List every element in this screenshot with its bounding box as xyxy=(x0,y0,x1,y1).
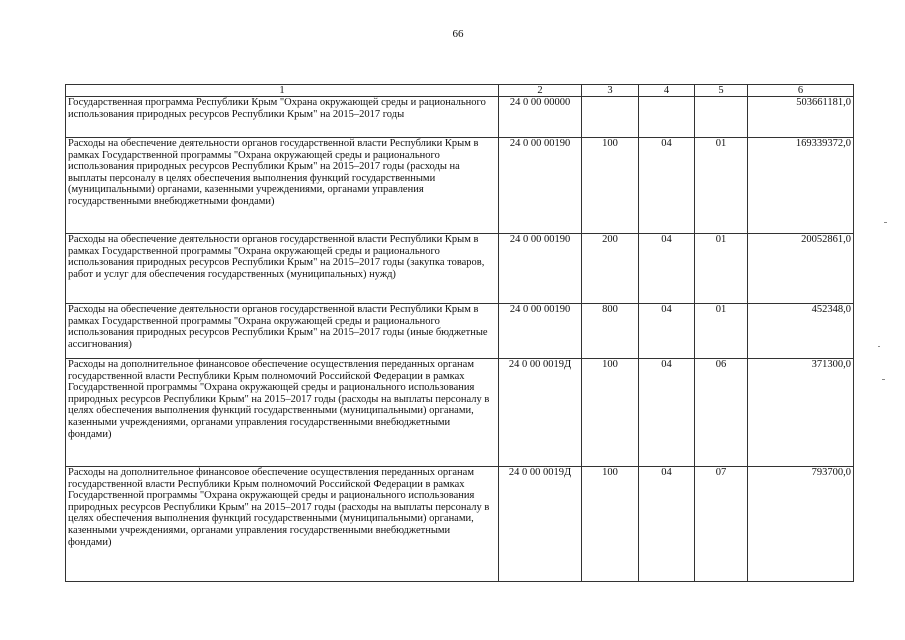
type-cell: 100 xyxy=(582,138,639,234)
amount-cell: 503661181,0 xyxy=(748,97,854,138)
scan-mark xyxy=(878,346,880,347)
code-cell: 24 0 00 00190 xyxy=(499,138,582,234)
table-row xyxy=(66,234,854,304)
column-header: 2 xyxy=(499,85,582,97)
section-cell: 04 xyxy=(639,467,695,582)
section-cell: 04 xyxy=(639,304,695,359)
budget-table xyxy=(65,84,854,582)
description-cell: Расходы на дополнительное финансовое обеспечение осуществления переданных органам государственной власти Республики Крым полномочий Российской Федерации в рамках Государственной программы "Охрана окружающей среды и рационального использования природных ресурсов Республики Крым" на 2015–2017 годы (расходы на выплаты персоналу в целях обеспечения выполнения функций государственными (муниципальными) органами, казенными учреждениями, органами управления государственными внебюджетными фондами) xyxy=(66,467,499,582)
description-cell: Государственная программа Республики Крым "Охрана окружающей среды и рационального использования природных ресурсов Республики Крым" на 2015–2017 годы xyxy=(66,97,499,138)
scan-mark xyxy=(882,379,885,380)
subsection-cell: 01 xyxy=(695,304,748,359)
subsection-cell: 06 xyxy=(695,359,748,467)
table-row xyxy=(66,359,854,467)
amount-cell: 169339372,0 xyxy=(748,138,854,234)
code-cell: 24 0 00 00000 xyxy=(499,97,582,138)
table-row xyxy=(66,138,854,234)
description-cell: Расходы на обеспечение деятельности органов государственной власти Республики Крым в рамках Государственной программы "Охрана окружающей среды и рационального использования природных ресурсов Республики Крым" на 2015–2017 годы (расходы на выплаты персоналу в целях обеспечения выполнения функций государственными (муниципальными) органами, казенными учреждениями, органами управления государственными внебюджетными фондами) xyxy=(66,138,499,234)
type-cell: 100 xyxy=(582,359,639,467)
code-cell: 24 0 00 0019Д xyxy=(499,359,582,467)
amount-cell: 452348,0 xyxy=(748,304,854,359)
section-cell xyxy=(639,97,695,138)
type-cell xyxy=(582,97,639,138)
amount-cell: 793700,0 xyxy=(748,467,854,582)
description-cell: Расходы на обеспечение деятельности органов государственной власти Республики Крым в рамках Государственной программы "Охрана окружающей среды и рационального использования природных ресурсов Республики Крым" на 2015–2017 годы (закупка товаров, работ и услуг для обеспечения государственных (муниципальных) нужд) xyxy=(66,234,499,304)
page-number: 66 xyxy=(452,28,464,40)
column-header: 1 xyxy=(66,85,499,97)
column-header: 3 xyxy=(582,85,639,97)
type-cell: 200 xyxy=(582,234,639,304)
table-row xyxy=(66,97,854,138)
amount-cell: 20052861,0 xyxy=(748,234,854,304)
subsection-cell: 07 xyxy=(695,467,748,582)
subsection-cell: 01 xyxy=(695,234,748,304)
section-cell: 04 xyxy=(639,359,695,467)
table-header-row xyxy=(66,85,854,97)
column-header: 5 xyxy=(695,85,748,97)
description-cell: Расходы на дополнительное финансовое обеспечение осуществления переданных органам государственной власти Республики Крым полномочий Российской Федерации в рамках Государственной программы "Охрана окружающей среды и рационального использования природных ресурсов Республики Крым" на 2015–2017 годы (расходы на выплаты персоналу в целях обеспечения выполнения функций государственными (муниципальными) органами, казенными учреждениями, органами управления государственными внебюджетными фондами) xyxy=(66,359,499,467)
table-row xyxy=(66,304,854,359)
table-row xyxy=(66,467,854,582)
code-cell: 24 0 00 0019Д xyxy=(499,467,582,582)
type-cell: 800 xyxy=(582,304,639,359)
section-cell: 04 xyxy=(639,138,695,234)
description-cell: Расходы на обеспечение деятельности органов государственной власти Республики Крым в рамках Государственной программы "Охрана окружающей среды и рационального использования природных ресурсов Республики Крым" на 2015–2017 годы (иные бюджетные ассигнования) xyxy=(66,304,499,359)
column-header: 6 xyxy=(748,85,854,97)
code-cell: 24 0 00 00190 xyxy=(499,304,582,359)
amount-cell: 371300,0 xyxy=(748,359,854,467)
type-cell: 100 xyxy=(582,467,639,582)
code-cell: 24 0 00 00190 xyxy=(499,234,582,304)
scan-mark xyxy=(884,222,887,223)
subsection-cell: 01 xyxy=(695,138,748,234)
subsection-cell xyxy=(695,97,748,138)
section-cell: 04 xyxy=(639,234,695,304)
column-header: 4 xyxy=(639,85,695,97)
